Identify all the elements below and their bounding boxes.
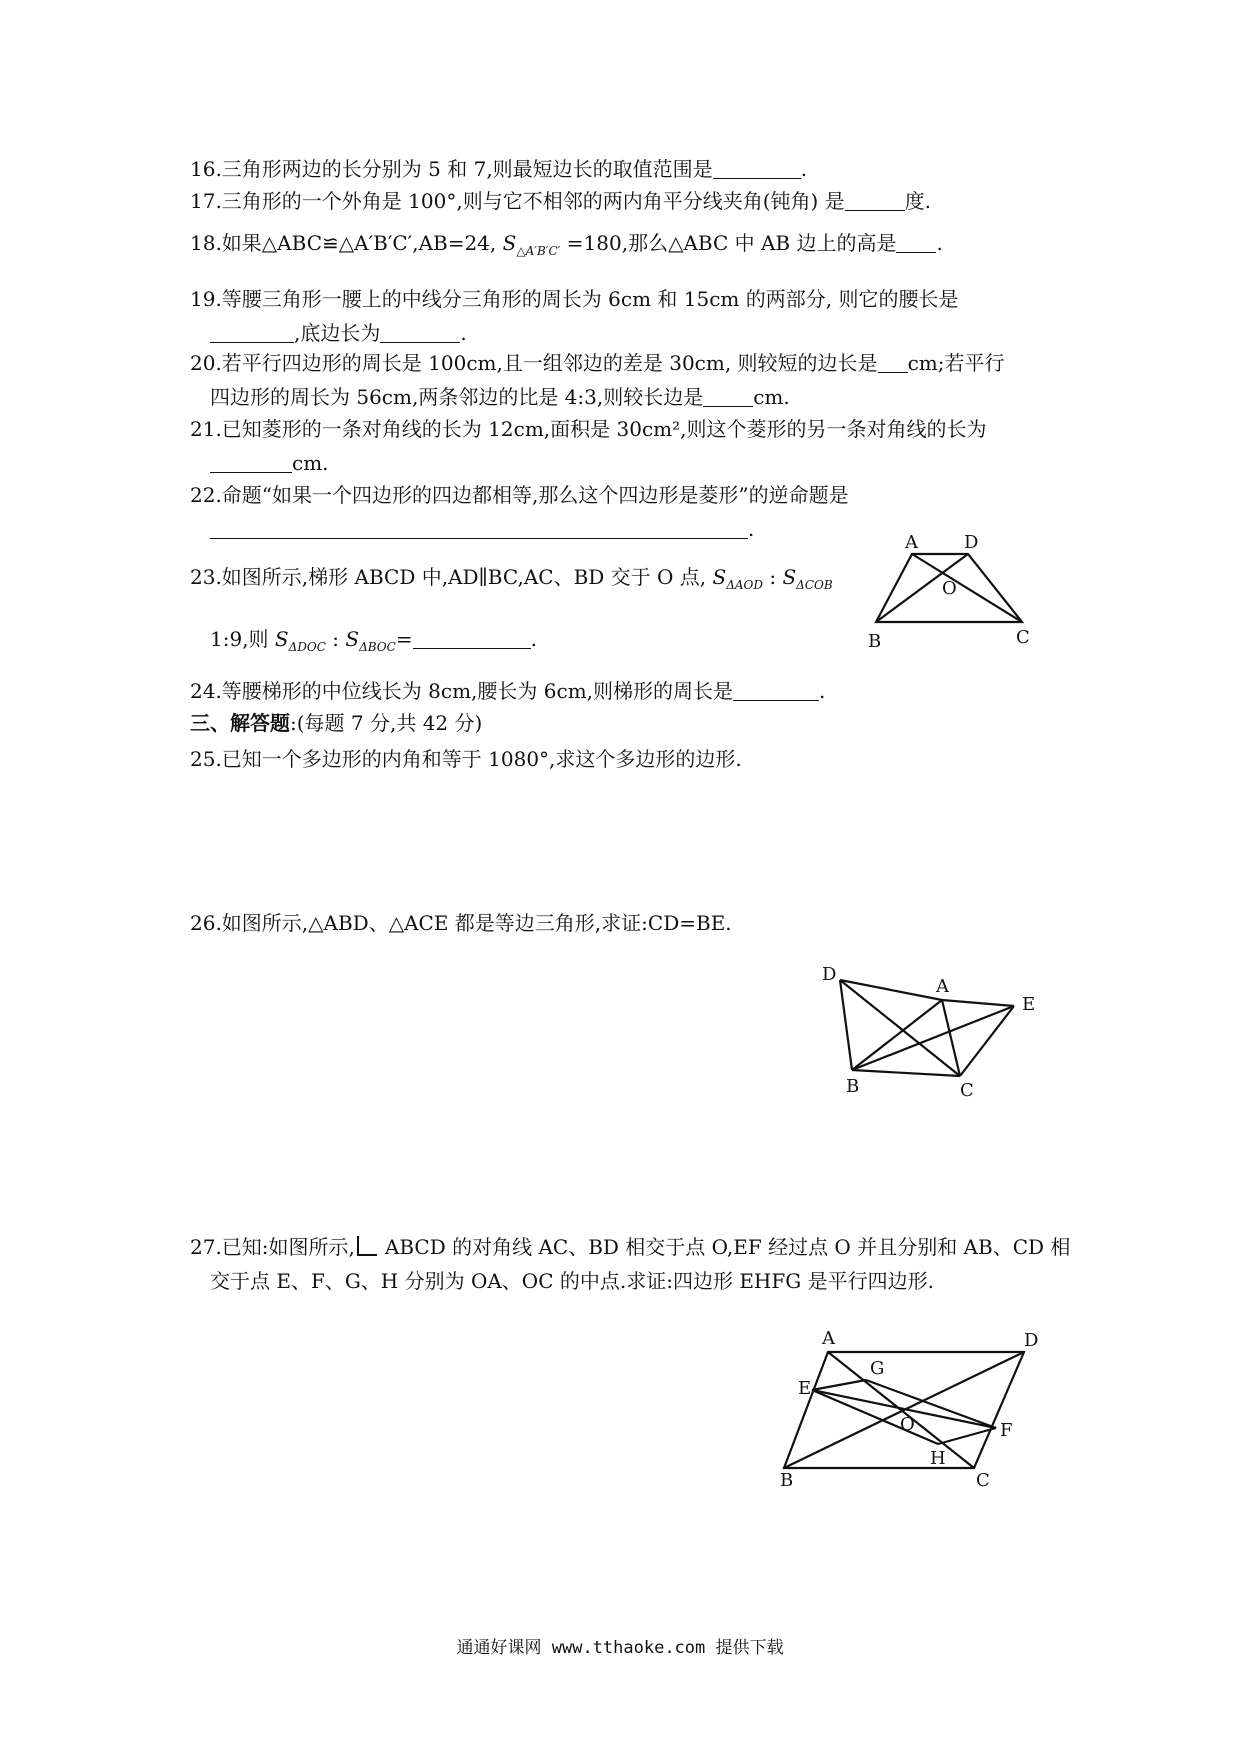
question-26-text: 26.如图所示,△ABD、△ACE 都是等边三角形,求证:CD=BE. — [190, 911, 732, 935]
question-23-line-1 — [190, 564, 833, 598]
answer-blank[interactable] — [413, 628, 531, 649]
question-17-end: 度. — [904, 189, 932, 213]
area-symbol: S — [345, 627, 360, 651]
area-subscript: △A′B′C′ — [516, 244, 561, 258]
answer-blank[interactable] — [713, 158, 801, 179]
question-22-end: . — [748, 517, 755, 541]
question-18-text-a: 18.如果△ABC≌△A′B′C′,AB=24, — [190, 231, 497, 255]
area-subscript: ΔDOC — [288, 640, 326, 654]
question-22-line-2 — [210, 516, 754, 542]
question-16-end: . — [800, 157, 808, 181]
area-symbol: S — [502, 231, 517, 255]
question-27-text-b: ABCD 的对角线 AC、BD 相交于点 O,EF 经过点 O 并且分别和 AB、CD 相 — [384, 1235, 1071, 1259]
question-27-line-1 — [190, 1234, 1070, 1260]
page-footer: 通通好课网 www.tthaoke.com 提供下载 — [456, 1638, 784, 1658]
question-27-text-2: 交于点 E、F、G、H 分别为 OA、OC 的中点.求证:四边形 EHFG 是平行四边形. — [210, 1269, 934, 1293]
question-16 — [190, 156, 807, 182]
label-A: A — [936, 976, 949, 997]
label-E: E — [1022, 994, 1036, 1015]
question-23-line-2 — [210, 626, 537, 660]
question-24-text: 24.等腰梯形的中位线长为 8cm,腰长为 6cm,则梯形的周长是 — [190, 679, 734, 703]
label-O: O — [900, 1414, 915, 1435]
area-symbol: S — [712, 565, 727, 589]
question-27-line-2 — [210, 1268, 934, 1294]
question-19-text: 19.等腰三角形一腰上的中线分三角形的周长为 6cm 和 15cm 的两部分, 则它的腰长是 — [190, 287, 959, 311]
label-O: O — [942, 578, 957, 599]
question-22-text: 22.命题“如果一个四边形的四边都相等,那么这个四边形是菱形”的逆命题是 — [190, 483, 849, 507]
question-24 — [190, 678, 825, 704]
area-symbol: S — [782, 565, 797, 589]
question-18-end: . — [936, 231, 943, 255]
question-17 — [190, 188, 931, 214]
label-C: C — [1016, 627, 1030, 648]
question-16-text: 16.三角形两边的长分别为 5 和 7,则最短边长的取值范围是 — [190, 157, 713, 181]
label-G: G — [870, 1358, 885, 1379]
area-subscript: ΔCOB — [796, 578, 833, 592]
ratio-colon: : — [332, 627, 340, 651]
question-18 — [190, 230, 943, 264]
question-21-text: 21.已知菱形的一条对角线的长为 12cm,面积是 30cm²,则这个菱形的另一条对角线的长为 — [190, 417, 987, 441]
label-D: D — [1024, 1330, 1039, 1351]
question-21-line-1 — [190, 416, 986, 442]
question-20-text-b: cm;若平行 — [907, 351, 1005, 375]
question-20-text-2: 四边形的周长为 56cm,两条邻边的比是 4:3,则较长边是 — [210, 385, 704, 409]
label-C: C — [960, 1080, 974, 1101]
question-21-line-2 — [210, 450, 329, 476]
label-H: H — [930, 1448, 946, 1469]
label-A: A — [822, 1328, 835, 1349]
question-23-text: 23.如图所示,梯形 ABCD 中,AD∥BC,AC、BD 交于 O 点, — [190, 565, 707, 589]
equals-sign: = — [395, 627, 413, 651]
answer-blank[interactable] — [845, 190, 905, 211]
question-20-line-2 — [210, 384, 790, 410]
label-A: A — [905, 532, 918, 553]
question-25-text: 25.已知一个多边形的内角和等于 1080°,求这个多边形的边形. — [190, 747, 742, 771]
answer-blank[interactable] — [210, 322, 294, 343]
area-subscript: ΔBOC — [359, 640, 396, 654]
label-D: D — [964, 532, 979, 553]
section-3-note: :(每题 7 分,共 42 分) — [290, 711, 483, 735]
question-27-text-a: 27.已知:如图所示, — [190, 1235, 355, 1259]
label-B: B — [846, 1076, 860, 1097]
trapezoid-figure — [860, 530, 1030, 656]
answer-blank[interactable] — [703, 386, 753, 407]
question-19-mid: ,底边长为 — [294, 321, 381, 345]
answer-blank[interactable] — [896, 232, 936, 253]
ratio-colon: : — [769, 565, 777, 589]
parallelogram-figure — [770, 1320, 1050, 1490]
question-20-line-1 — [190, 350, 1004, 376]
question-18-text-b: =180,那么△ABC 中 AB 边上的高是 — [566, 231, 897, 255]
question-17-text: 17.三角形的一个外角是 100°,则与它不相邻的两内角平分线夹角(钝角) 是 — [190, 189, 845, 213]
label-D: D — [822, 964, 837, 985]
question-20-end: cm. — [753, 385, 790, 409]
label-F: F — [1000, 1420, 1013, 1441]
question-20-text: 20.若平行四边形的周长是 100cm,且一组邻边的差是 30cm, 则较短的边长是 — [190, 351, 878, 375]
question-23-end: . — [530, 627, 537, 651]
section-3-heading — [190, 710, 482, 736]
label-C: C — [976, 1470, 990, 1490]
question-24-end: . — [819, 679, 826, 703]
area-symbol: S — [274, 627, 289, 651]
area-subscript: ΔAOD — [726, 578, 763, 592]
label-E: E — [798, 1378, 812, 1399]
question-19-line-1 — [190, 286, 958, 312]
question-19-line-2 — [210, 320, 467, 346]
answer-blank[interactable] — [733, 680, 819, 701]
question-21-end: cm. — [292, 451, 329, 475]
answer-blank[interactable] — [210, 518, 748, 539]
section-3-title: 三、解答题 — [190, 711, 290, 735]
label-B: B — [868, 631, 882, 652]
question-23-text-2: 1:9,则 — [210, 627, 269, 651]
question-26 — [190, 910, 732, 936]
question-25 — [190, 746, 742, 772]
answer-blank[interactable] — [878, 352, 908, 373]
parallelogram-icon — [357, 1236, 377, 1256]
equilateral-triangles-figure — [810, 958, 1050, 1104]
question-22-line-1 — [190, 482, 849, 508]
question-19-end: . — [460, 321, 467, 345]
answer-blank[interactable] — [210, 452, 292, 473]
label-B: B — [780, 1470, 794, 1490]
answer-blank[interactable] — [380, 322, 460, 343]
